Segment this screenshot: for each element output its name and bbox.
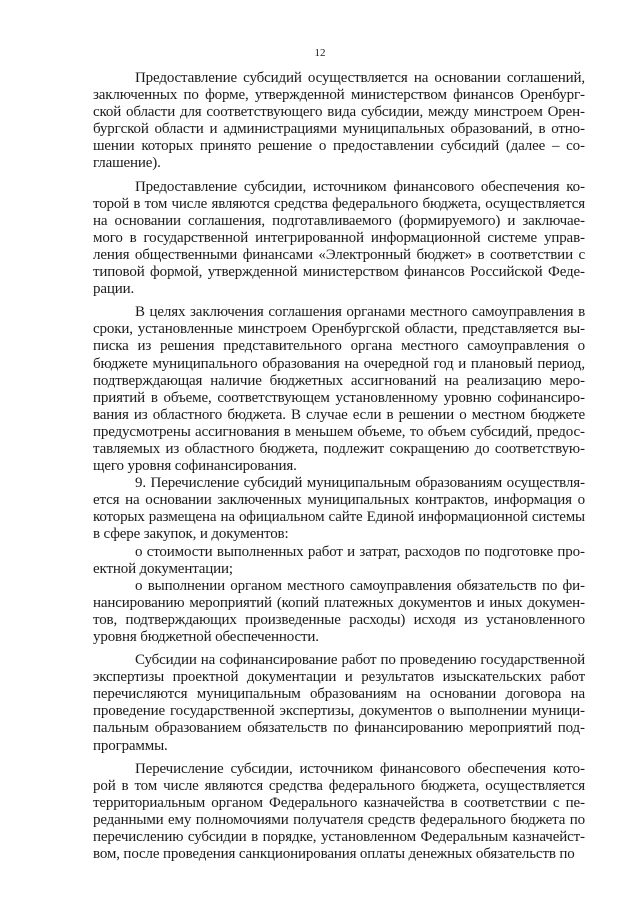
paragraph-state-expertise: Субсидии на софинансирование работ по проведению государственной экспертизы проектной документации и результатов изыскательских работ перечисляются муниципальным образованиям на основании договора на проведение государственной экспертизы, документов о выполнении муниципальным образованием обязательств по финансированию мероприятий подпрограммы. [93,652,585,754]
document-body [93,70,585,863]
paragraph-cost-of-works: о стоимости выполненных работ и затрат, расходов по подготовке проектной документации; [93,543,585,577]
paragraph-item-9: 9. Перечисление субсидий муниципальным образованиям осуществляется на основании заключенных муниципальных контрактов, информация о которых размещена на официальном сайте Единой информационной системы в сфере закупок, и документов: [93,475,585,543]
paragraph-obligations: о выполнении органом местного самоуправления обязательств по финансированию мероприятий (копий платежных документов и иных документов, подтверждающих произведенные расходы) исходя из установленного уровня бюджетной обеспеченности. [93,577,585,645]
paragraph-subsidy-agreements: Предоставление субсидий осуществляется на основании соглашений, заключенных по форме, утвержденной министерством финансов Оренбургской области для соответствующего вида субсидии, между минстроем Оренбургской области и администрациями муниципальных образований, в отношении которых принято решение о предоставлении субсидий (далее – соглашение). [93,70,585,172]
paragraph-treasury-transfer: Перечисление субсидии, источником финансового обеспечения которой в том числе являются средства федерального бюджета, осуществляется территориальным органом Федерального казначейства в соответствии с переданными ему полномочиями получателя средств федерального бюджета по перечислению субсидии в порядке, установленном Федеральным казначейством, после проведения санкционирования оплаты денежных обязательств по [93,760,585,863]
paragraph-budget-extract: В целях заключения соглашения органами местного самоуправления в сроки, установленные минстроем Оренбургской области, представляется выписка из решения представительного органа местного самоуправления о бюджете муниципального образования на очередной год и плановый период, подтверждающая наличие бюджетных ассигнований на реализацию мероприятий в объеме, соответствующем установленному уровню софинансирования из областного бюджета. В случае если в решении о местном бюджете предусмотрены ассигнования в меньшем объеме, то объем субсидий, предоставляемых из областного бюджета, подлежит сокращению до соответствующего уровня софинансирования. [93,304,585,475]
paragraph-federal-budget-agreement: Предоставление субсидии, источником финансового обеспечения которой в том числе являются средства федерального бюджета, осуществляется на основании соглашения, подготавливаемого (формируемого) и заключаемого в государственной интегрированной информационной системе управления общественными финансами «Электронный бюджет» в соответствии с типовой формой, утвержденной министерством финансов Российской Федерации. [93,178,585,298]
page-number: 12 [314,47,326,59]
